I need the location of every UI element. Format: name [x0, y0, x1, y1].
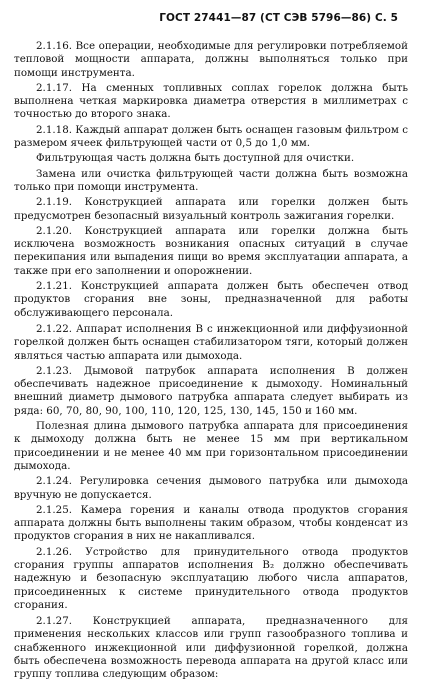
document-body — [14, 40, 408, 684]
paragraph-2-1-18: 2.1.18. Каждый аппарат должен быть оснащен газовым фильтром с размером ячеек фильтрующей части от 0,5 до 1,0 мм. — [14, 123, 408, 150]
paragraph-2-1-21: 2.1.21. Конструкцией аппарата должен быть обеспечен отвод продуктов сгорания вне зоны, предназначенной для работы обслуживающего персонала. — [14, 280, 408, 319]
paragraph-2-1-27: 2.1.27. Конструкцией аппарата, предназначенного для применения нескольких классов или групп газообразного топлива и снабженного инжекционной или диффузионной горелкой, должна быть обеспечена возможность перевода аппарата на другой класс или группу топлива следующим образом: — [14, 615, 408, 681]
paragraph-2-1-19: 2.1.19. Конструкцией аппарата или горелки должен быть предусмотрен безопасный визуальный контроль зажигания горелки. — [14, 196, 408, 222]
paragraph-2-1-16: 2.1.16. Все операции, необходимые для регулировки потребляемой тепловой мощности аппарата, должны выполняться только при помощи инструмента. — [14, 40, 408, 79]
paragraph-2-1-24: 2.1.24. Регулировка сечения дымового патрубка или дымохода вручную не допускается. — [14, 475, 408, 501]
paragraph-2-1-22: 2.1.22. Аппарат исполнения В с инжекционной или диффузионной горелкой должен быть оснащен стабилизатором тяги, который должен являться частью аппарата или дымохода. — [14, 322, 408, 362]
paragraph-2-1-23: 2.1.23. Дымовой патрубок аппарата исполнения В должен обеспечивать надежное присоединение к дымоходу. Номинальный внешний диаметр дымового патрубка аппарата следует выбирать из ряда: 60, 70, 80, 90, 100, 110, 120, 125, 130, 145, 150 и 160 мм. — [14, 364, 408, 417]
paragraph-2-1-25: 2.1.25. Камера горения и каналы отвода продуктов сгорания аппарата должны быть выполнены таким образом, чтобы конденсат из продуктов сгорания в них не накапливался. — [14, 503, 408, 543]
paragraph-2-1-26: 2.1.26. Устройство для принудительного отвода продуктов сгорания группы аппаратов исполнения B₂ должно обеспечивать надежную и безопасную эксплуатацию любого числа аппаратов, присоединенных к системе принудительного отвода продуктов сгорания. — [14, 545, 408, 611]
paragraph-2-1-17: 2.1.17. На сменных топливных соплах горелок должна быть выполнена четкая маркировка диаметра отверстия в миллиметрах с точностью до второго знака. — [14, 81, 408, 121]
paragraph-filter-replacement: Замена или очистка фильтрующей части должна быть возможна только при помощи инструмента. — [14, 167, 408, 193]
page-header: ГОСТ 27441—87 (СТ СЭВ 5796—86) С. 5 — [159, 12, 398, 24]
paragraph-flue-length: Полезная длина дымового патрубка аппарата для присоединения к дымоходу должна быть не менее 15 мм при вертикальном присоединении и не менее 40 мм при горизонтальном присоединении дымохода. — [14, 420, 408, 472]
paragraph-filter-access: Фильтрующая часть должна быть доступной для очистки. — [36, 152, 355, 165]
paragraph-2-1-20: 2.1.20. Конструкцией аппарата или горелки должна быть исключена возможность возникания опасных ситуаций в случае перекипания или выпадения пищи во время эксплуатации аппарата, а также при его заполнении и опорожнении. — [14, 224, 408, 277]
